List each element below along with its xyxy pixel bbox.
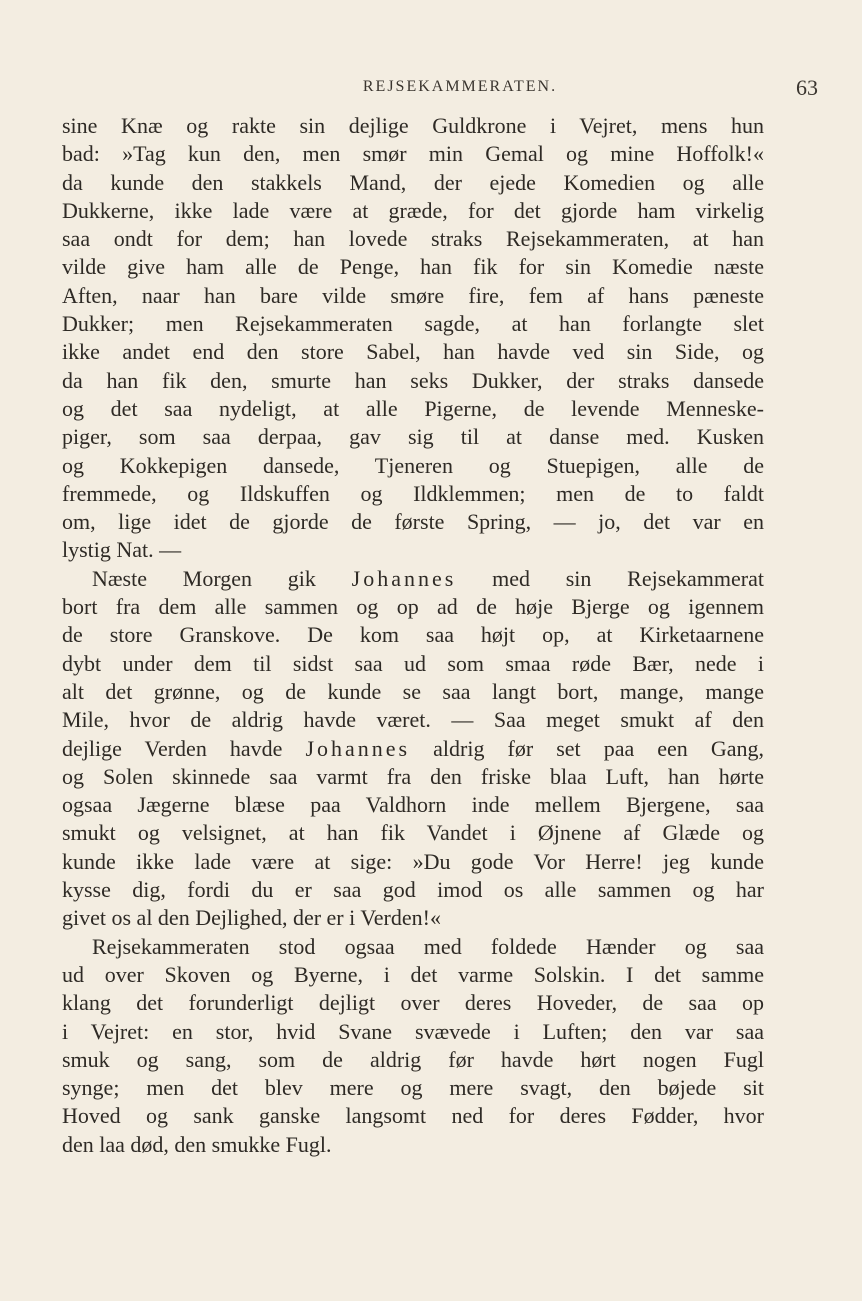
text-fragment: aldrig før set paa een Gang, [410, 735, 764, 761]
text-line: Rejsekammeraten stod ogsaa med foldede Hænder og saa [92, 933, 764, 959]
text-line: sine Knæ og rakte sin dejlige Guldkrone i Vejret, mens hun [62, 113, 764, 138]
text-fragment: dejlige Verden havde [62, 735, 306, 761]
text-fragment: Næste Morgen gik [92, 565, 352, 591]
text-line: Aften, naar han bare vilde smøre fire, fem af hans pæneste [62, 282, 764, 308]
text-line: kysse dig, fordi du er saa god imod os alle sammen og har [62, 877, 764, 903]
text-line: Dukkerne, ikke lade være at græde, for det gjorde ham virkelig [62, 197, 764, 223]
text-line: Dukker; men Rejsekammeraten sagde, at han forlangte slet [62, 311, 764, 337]
text-line: ogsaa Jægerne blæse paa Valdhorn inde mellem Bjergene, saa [62, 792, 764, 818]
text-line: vilde give ham alle de Penge, han fik for sin Komedie næste [62, 254, 764, 280]
text-line [62, 565, 764, 593]
text-line: om, lige idet de gjorde de første Spring, — jo, det var en [62, 509, 764, 535]
text-line: klang det forunderligt dejligt over deres Hoveder, de saa op [62, 990, 764, 1016]
text-line: bad: »Tag kun den, men smør min Gemal og mine Hoffolk!« [62, 141, 764, 167]
text-line: Mile, hvor de aldrig havde været. — Saa meget smukt af den [62, 707, 764, 733]
text-line: og det saa nydeligt, at alle Pigerne, de levende Menneske- [62, 395, 764, 421]
running-title: REJSEKAMMERATEN. [362, 78, 558, 95]
text-line: og Kokkepigen dansede, Tjeneren og Stuepigen, alle de [62, 452, 764, 478]
character-name: Johannes [351, 565, 457, 591]
page-number: 63 [796, 75, 818, 100]
text-line: lystig Nat. — [62, 537, 182, 563]
text-line: saa ondt for dem; han lovede straks Rejsekammeraten, at han [62, 226, 764, 252]
text-line: da han fik den, smurte han seks Dukker, der straks dansede [62, 367, 764, 393]
text-line: Hoved og sank ganske langsomt ned for deres Fødder, hvor [62, 1103, 764, 1129]
text-line: smukt og velsignet, at han fik Vandet i Øjnene af Glæde og [62, 820, 764, 846]
text-line: smuk og sang, som de aldrig før havde hørt nogen Fugl [62, 1046, 764, 1072]
text-line: i Vejret: en stor, hvid Svane svævede i Luften; den var saa [62, 1018, 764, 1044]
text-line: da kunde den stakkels Mand, der ejede Komedien og alle [62, 169, 764, 195]
text-line: alt det grønne, og de kunde se saa langt bort, mange, mange [62, 678, 764, 704]
text-line: givet os al den Dejlighed, der er i Verden!« [62, 905, 441, 931]
text-line [62, 735, 764, 763]
text-fragment: med sin Rejsekammerat [456, 565, 764, 591]
text-line: den laa død, den smukke Fugl. [62, 1131, 332, 1157]
text-line: dybt under dem til sidst saa ud som smaa røde Bær, nede i [62, 650, 764, 676]
text-line: kunde ikke lade være at sige: »Du gode Vor Herre! jeg kunde [62, 848, 764, 874]
body-text [62, 112, 764, 1159]
text-line: fremmede, og Ildskuffen og Ildklemmen; men de to faldt [62, 480, 764, 506]
character-name: Johannes [305, 735, 411, 761]
text-line: bort fra dem alle sammen og op ad de høje Bjerge og igennem [62, 594, 764, 620]
text-line: ikke andet end den store Sabel, han havde ved sin Side, og [62, 339, 764, 365]
text-line: og Solen skinnede saa varmt fra den friske blaa Luft, han hørte [62, 763, 764, 789]
text-line: de store Granskove. De kom saa højt op, at Kirketaarnene [62, 622, 764, 648]
text-line: synge; men det blev mere og mere svagt, den bøjede sit [62, 1075, 764, 1101]
running-head [100, 76, 820, 100]
text-line: ud over Skoven og Byerne, i det varme Solskin. I det samme [62, 961, 764, 987]
text-line: piger, som saa derpaa, gav sig til at danse med. Kusken [62, 424, 764, 450]
